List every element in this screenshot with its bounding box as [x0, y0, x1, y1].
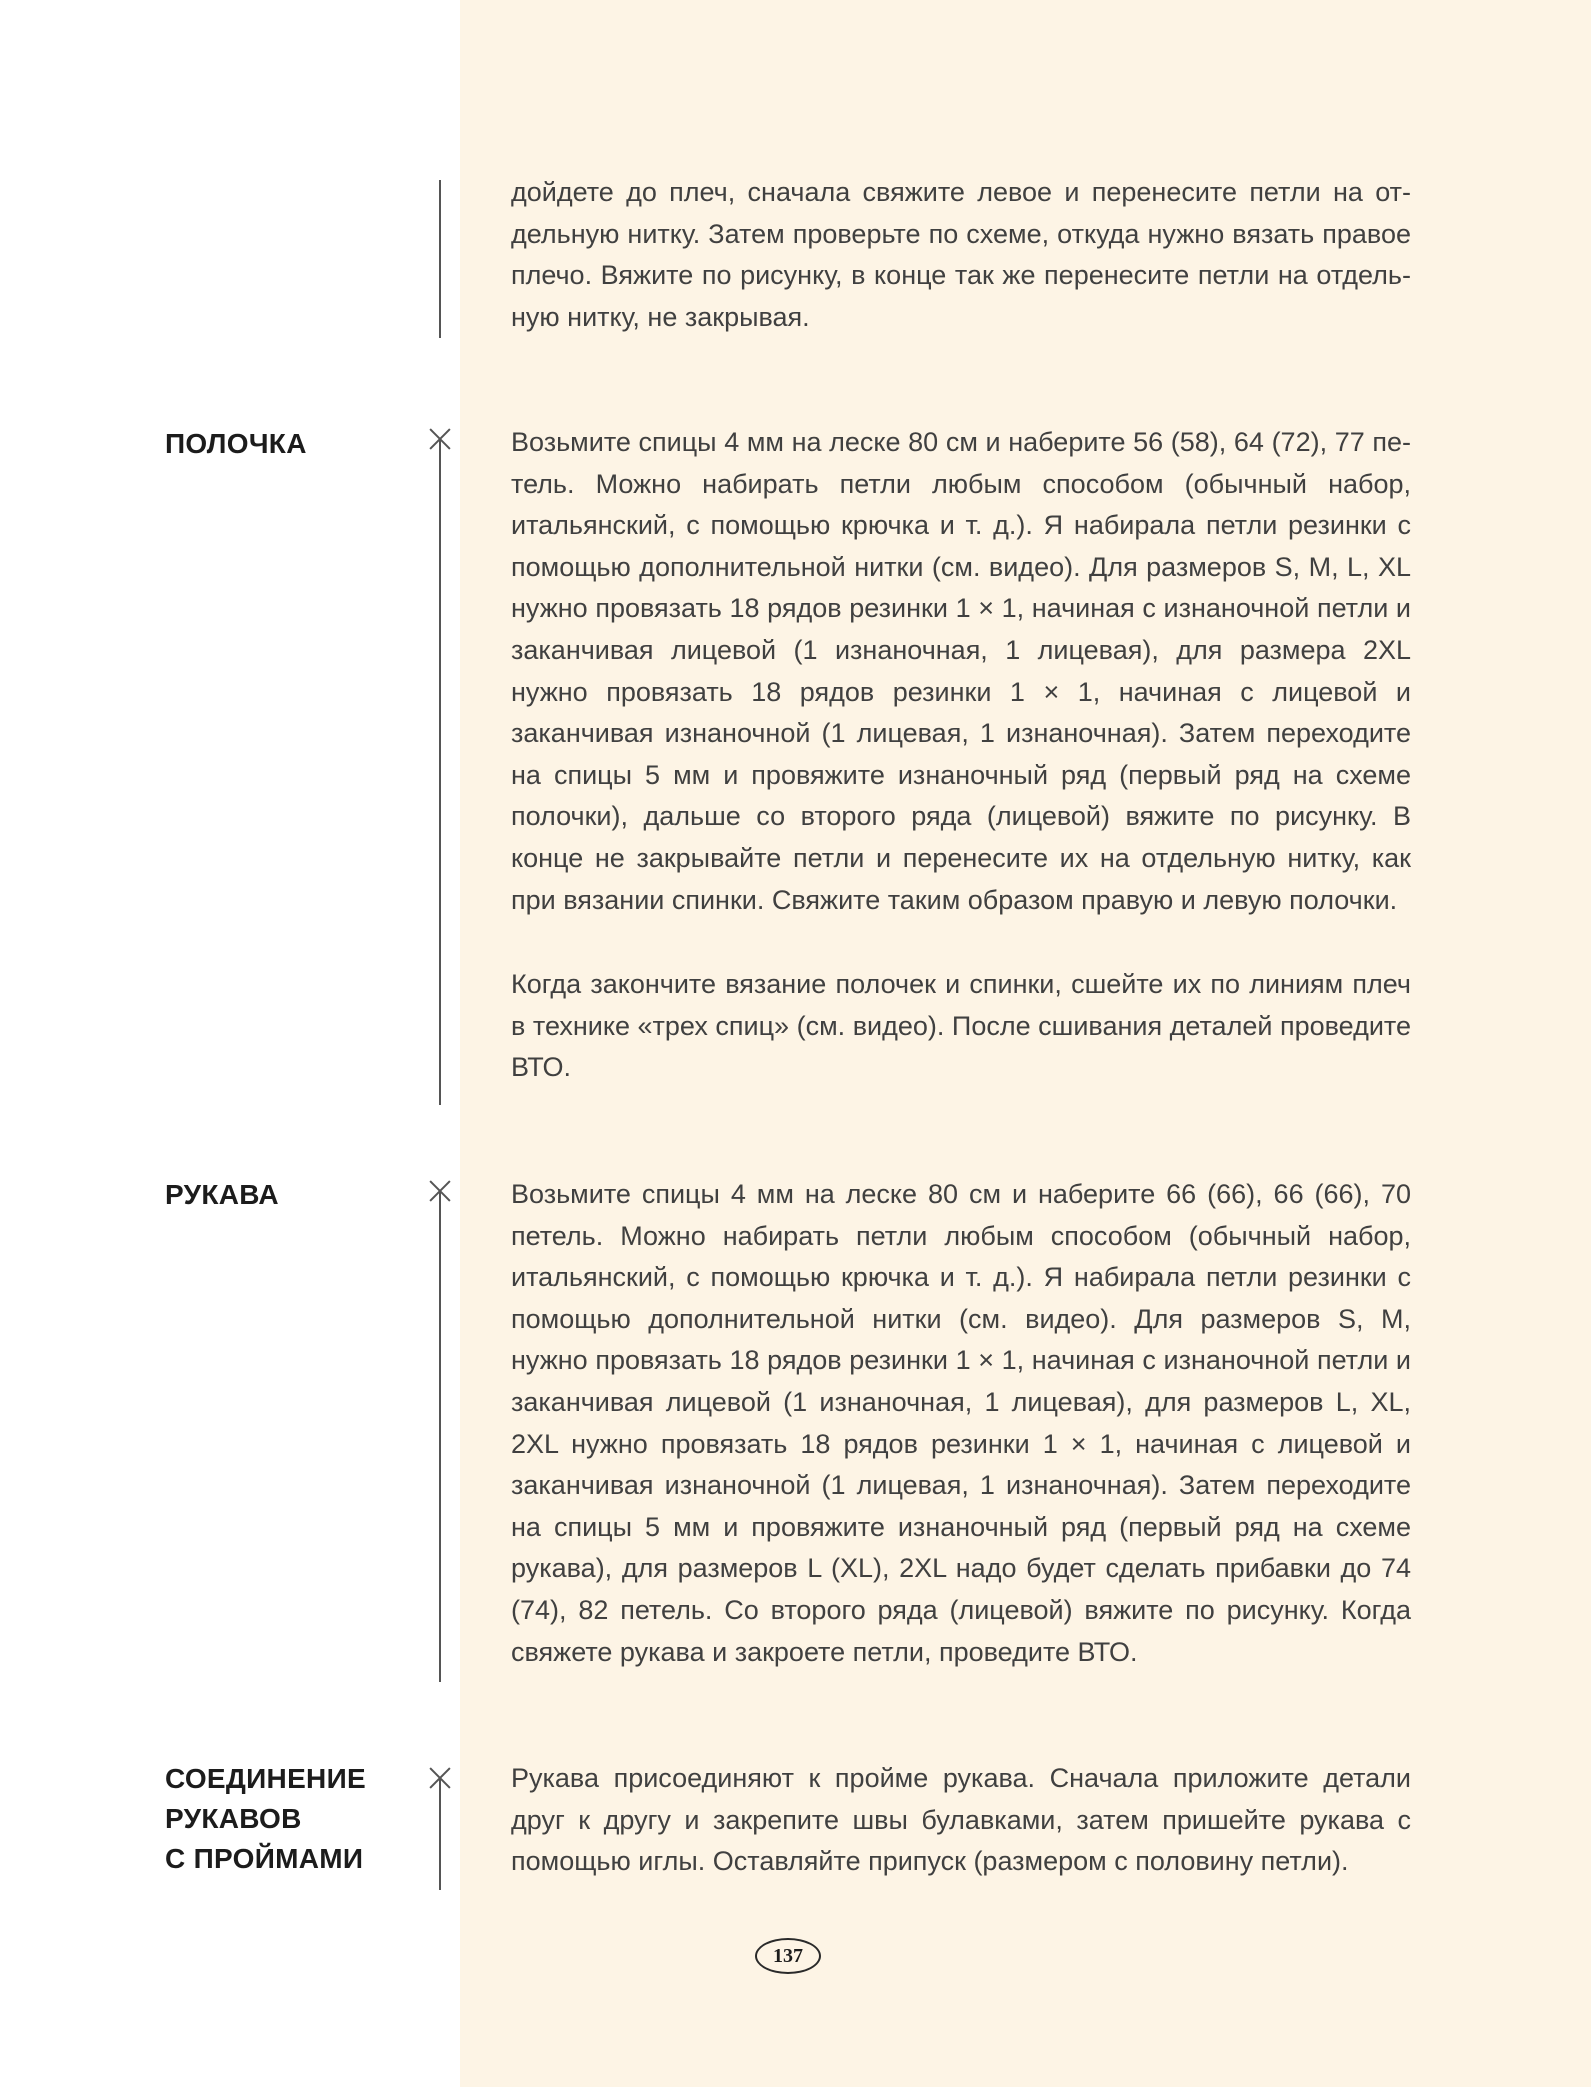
- vertical-rule-intro: [439, 180, 441, 338]
- page-number: 137: [755, 1938, 821, 1974]
- paragraph-soedinenie-1: Рукава присоединяют к пройме рукава. Сначала приложите детали друг к другу и закрепите швы булавками, затем пришейте рукава с помощью иглы. Оставляйте припуск (размером с половину петли).: [511, 1763, 1411, 1877]
- heading-line: РУКАВОВ: [165, 1803, 302, 1834]
- section-heading-rukava: [165, 1175, 405, 1215]
- cross-marker-rukava: [429, 1180, 451, 1202]
- vertical-rule-rukava: [439, 1190, 441, 1682]
- heading-line: СОЕДИНЕНИЕ: [165, 1763, 366, 1794]
- intro-paragraph: дойдете до плеч, сначала свяжите левое и перенесите петли на отдельную нитку. Затем проверьте по схеме, откуда нужно вязать правое плечо. Вяжите по рисунку, в конце так же перенесите петли на отдельную нитку, не закрывая.: [511, 177, 1411, 332]
- vertical-rule-polochka: [439, 438, 441, 1105]
- cross-marker-polochka: [429, 428, 451, 450]
- heading-line: С ПРОЙМАМИ: [165, 1843, 364, 1874]
- section-heading-soedinenie: [165, 1759, 405, 1879]
- paragraph-polochka-1: Возьмите спицы 4 мм на леске 80 см и наберите 56 (58), 64 (72), 77 петель. Можно набирать петли любым способом (обычный набор, итальянский, с помощью крючка и т. д.). Я набирала петли резинки с помощью дополнительной нитки (см. видео). Для размеров S, M, L, XL нужно провязать 18 рядов резинки 1 × 1, начиная с изнаночной петли и заканчивая лицевой (1 изнаночная, 1 лицевая), для размера 2XL нужно провязать 18 рядов резинки 1 × 1, начиная с лицевой и заканчивая изнаночной (1 лицевая, 1 изнаночная). Затем переходите на спицы 5 мм и провяжите изнаночный ряд (первый ряд на схеме полочки), дальше со второго ряда (лицевой) вяжите по рисунку. В конце не закрывайте петли и перенесите их на отдельную нитку, как при вязании спинки. Свяжите таким образом правую и левую полочки.: [511, 427, 1411, 915]
- paragraph-rukava-1: Возьмите спицы 4 мм на леске 80 см и наберите 66 (66), 66 (66), 70 петель. Можно набирать петли любым способом (обычный набор, итальянский, с помощью крючка и т. д.). Я набирала петли резинки с помощью дополнительной нитки (см. видео). Для размеров S, M, нужно провязать 18 рядов резинки 1 × 1, начиная с изнаночной петли и заканчивая лицевой (1 изнаночная, 1 лицевая), для размеров L, XL, 2XL нужно провязать 18 рядов резинки 1 × 1, начиная с лицевой и заканчивая изнаночной (1 лицевая, 1 изнаночная). Затем переходите на спицы 5 мм и провяжите изнаночный ряд (первый ряд на схеме рукава), для размеров L (XL), 2XL надо будет сделать прибавки до 74 (74), 82 петель. Со второго ряда (лицевой) вяжите по рисунку. Когда свяжете рукава и закроете петли, проведите ВТО.: [511, 1179, 1411, 1667]
- paragraph-polochka-2: Когда закончите вязание полочек и спинки, сшейте их по линиям плеч в технике «трех спиц» (см. видео). После сшивания деталей проведите ВТО.: [511, 969, 1411, 1083]
- section-heading-polochka: [165, 424, 405, 464]
- heading-line: ПОЛОЧКА: [165, 428, 307, 459]
- vertical-rule-soedinenie: [439, 1778, 441, 1890]
- cross-marker-soedinenie: [429, 1767, 451, 1789]
- heading-line: РУКАВА: [165, 1179, 279, 1210]
